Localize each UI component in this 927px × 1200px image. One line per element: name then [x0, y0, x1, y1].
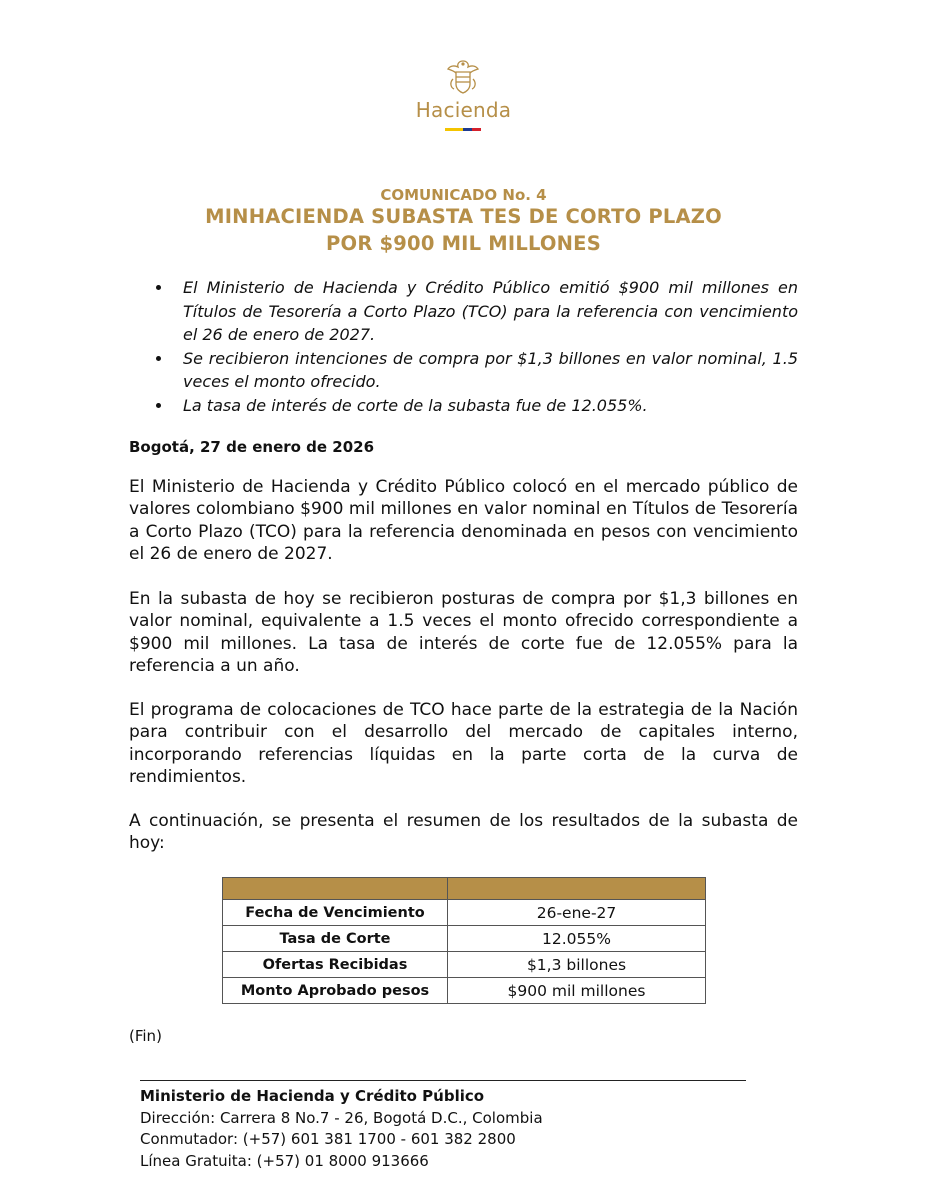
- table-header-cell: [223, 878, 448, 900]
- highlight-text: La tasa de interés de corte de la subasta fue de 12.055%.: [183, 395, 648, 415]
- footer-organization: Ministerio de Hacienda y Crédito Público: [140, 1087, 485, 1105]
- bullet-icon: [156, 403, 161, 408]
- row-label: Fecha de Vencimiento: [223, 900, 448, 926]
- table-row: [223, 926, 706, 952]
- highlight-item: [145, 347, 798, 394]
- flag-blue-stripe: [463, 128, 472, 131]
- table-header-row: [223, 878, 706, 900]
- closing-mark: (Fin): [129, 1027, 162, 1045]
- footer-divider: [140, 1080, 746, 1081]
- table-row: [223, 978, 706, 1004]
- release-number: COMUNICADO No. 4: [380, 186, 547, 204]
- body-paragraph: El programa de colocaciones de TCO hace parte de la estrategia de la Nación para contribuir con el desarrollo del mercado de capitales interno, incorporando referencias líquidas en la parte corta de la curva de rendimientos.: [129, 700, 798, 788]
- body-paragraph: En la subasta de hoy se recibieron posturas de compra por $1,3 billones en valor nominal, equivalente a 1.5 veces el monto ofrecido correspondiente a $900 mil millones. La tasa de interés de corte fue de 12.055% para la referencia a un año.: [129, 589, 798, 677]
- table-row: [223, 900, 706, 926]
- footer-address: Dirección: Carrera 8 No.7 - 26, Bogotá D.C., Colombia: [140, 1108, 543, 1127]
- flag-red-stripe: [472, 128, 481, 131]
- footer-toll-free: Línea Gratuita: (+57) 01 8000 913666: [140, 1151, 429, 1170]
- table-header-cell: [448, 878, 706, 900]
- row-value: 12.055%: [448, 926, 706, 952]
- coat-of-arms-icon: [444, 58, 482, 96]
- row-label: Tasa de Corte: [223, 926, 448, 952]
- body-paragraph: El Ministerio de Hacienda y Crédito Público colocó en el mercado público de valores colombiano $900 mil millones en valor nominal en Títulos de Tesorería a Corto Plazo (TCO) para la referencia denominada en pesos con vencimiento el 26 de enero de 2027.: [129, 477, 798, 565]
- colombia-flag-stripe: [445, 128, 481, 131]
- footer-switchboard: Conmutador: (+57) 601 381 1700 - 601 382 2800: [140, 1130, 516, 1149]
- table-row: [223, 952, 706, 978]
- footer: [140, 1086, 543, 1172]
- body-paragraph: A continuación, se presenta el resumen de los resultados de la subasta de hoy:: [129, 811, 798, 854]
- bullet-icon: [156, 285, 161, 290]
- bullet-icon: [156, 356, 161, 361]
- highlight-text: El Ministerio de Hacienda y Crédito Público emitió $900 mil millones en Títulos de Tesorería a Corto Plazo (TCO) para la referencia con vencimiento el 26 de enero de 2027.: [183, 278, 798, 344]
- row-value: 26-ene-27: [448, 900, 706, 926]
- row-value: $900 mil millones: [448, 978, 706, 1004]
- dateline: Bogotá, 27 de enero de 2026: [129, 438, 375, 456]
- brand-name: Hacienda: [415, 98, 512, 122]
- headline-line-1: MINHACIENDA SUBASTA TES DE CORTO PLAZO: [205, 205, 722, 228]
- headline-line-2: POR $900 MIL MILLONES: [326, 232, 601, 255]
- highlight-item: [145, 394, 798, 418]
- flag-yellow-stripe: [445, 128, 463, 131]
- highlight-item: [145, 276, 798, 347]
- row-label: Ofertas Recibidas: [223, 952, 448, 978]
- row-value: $1,3 billones: [448, 952, 706, 978]
- highlight-text: Se recibieron intenciones de compra por $1,3 billones en valor nominal, 1.5 veces el monto ofrecido.: [183, 348, 798, 391]
- hacienda-logo: [400, 58, 527, 138]
- row-label: Monto Aprobado pesos: [223, 978, 448, 1004]
- highlights-list: [145, 276, 798, 417]
- auction-results-table: [222, 877, 706, 1004]
